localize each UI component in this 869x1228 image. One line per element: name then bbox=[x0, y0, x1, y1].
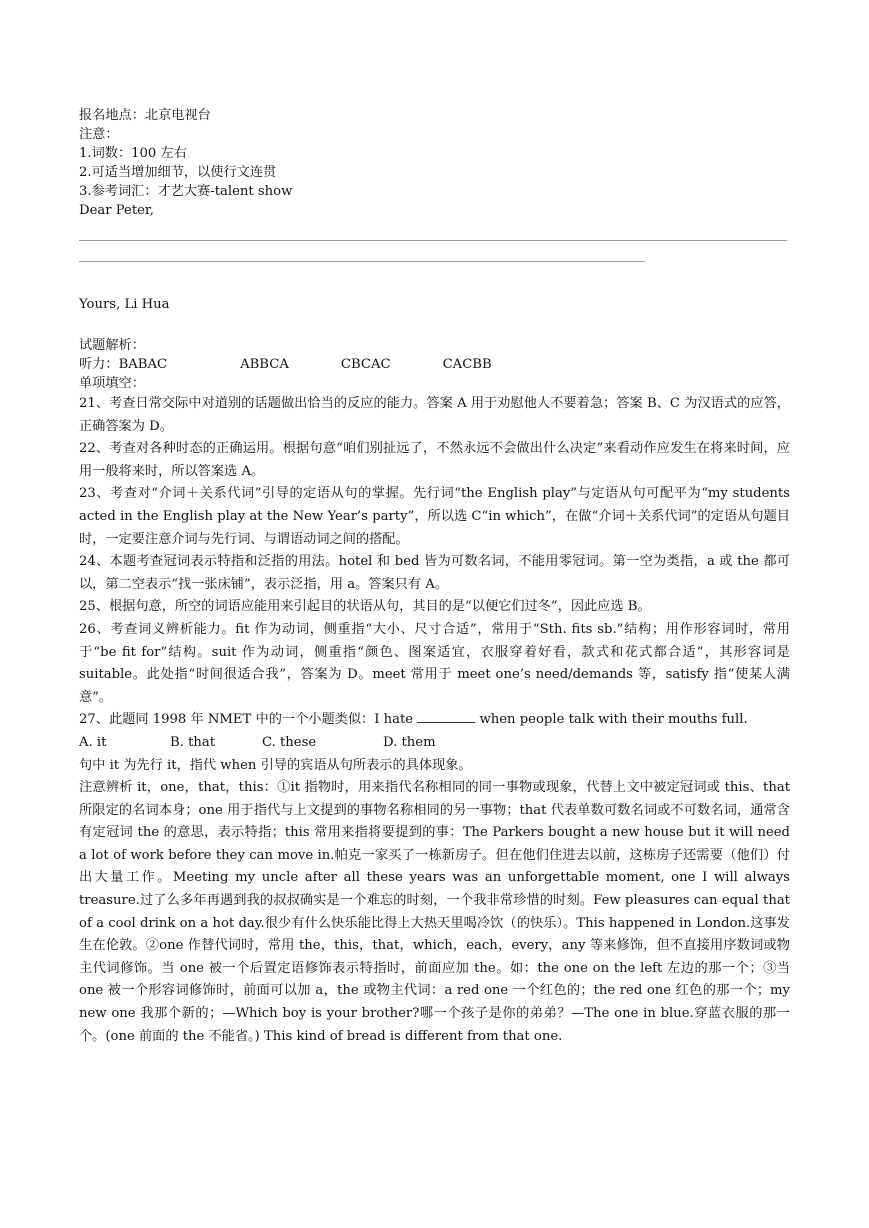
note-details: 2.可适当增加细节，以使行文连贯 bbox=[79, 165, 277, 180]
q27-options bbox=[79, 732, 790, 755]
listening-answers bbox=[79, 355, 790, 374]
q27-option-b: B. that bbox=[170, 734, 216, 750]
q27-option-d: D. them bbox=[383, 734, 436, 750]
answer-22: 22、考查对各种时态的正确运用。根据句意“咱们别扯远了，不然永远不会做出什么决定”来看动作应发生在将来时间，应用一般将来时，所以答案选 A。 bbox=[79, 441, 790, 479]
listening-group-2: ABBCA bbox=[240, 357, 289, 372]
salutation: Dear Peter, bbox=[79, 203, 154, 218]
q27-option-a: A. it bbox=[79, 734, 107, 750]
note-title: 注意： bbox=[79, 127, 119, 142]
answer-26: 26、考查词义辨析能力。fit 作为动词，侧重指“大小、尺寸合适”，常用于“Sth. fits sb.”结构；用作形容词时，常用于“be fit for”结构。suit 作为动词，侧重指“颜色、图案适宜，衣服穿着好看，款式和花式都合适”，其形容词是 suitable。此处指“时间很适合我”，答案为 D。meet 常用于 meet one’s need/demands 等，satisfy 指“使某人满意”。 bbox=[79, 621, 790, 705]
answer-23: 23、考查对“介词＋关系代词”引导的定语从句的掌握。先行词“the English play”与定语从句可配平为“my students acted in the English play at the New Year’s party”，所以选 C“in which”，在做“介词＋关系代词”的定语从句题目时，一定要注意介词与先行词、与谓语动词之间的搭配。 bbox=[79, 486, 790, 547]
answer-24: 24、本题考查冠词表示特指和泛指的用法。hotel 和 bed 皆为可数名词，不能用零冠词。第一空为类指，a 或 the 都可以，第二空表示“找一张床铺”，表示泛指，用 a。答案只有 A。 bbox=[79, 554, 790, 592]
q27-explanation: 注意辨析 it，one，that，this：①it 指物时，用来指代名称相同的同一事物或现象，代替上文中被定冠词或 this、that 所限定的名词本身；one 用于指代与上文提到的事物名称相同的另一事物；that 代表单数可数名词或不可数名词，通常含有定冠词 the 的意思，表示特指；this 常用来指将要提到的事：The Parkers bought a new house but it will need a lot of work before they can move in.帕克一家买了一栋新房子。但在他们住进去以前，这栋房子还需要（他们）付出大量工作。Meeting my uncle after all these years was an unforgettable moment, one I will always treasure.过了么多年再遇到我的叔叔确实是一个难忘的时刻，一个我非常珍惜的时刻。Few pleasures can equal that of a cool drink on a hot day.很少有什么快乐能比得上大热天里喝冷饮（的快乐）。This happened in London.这事发生在伦敦。②one 作替代词时，常用 the，this，that，which，each，every，any 等来修饰，但不直接用序数词或物主代词修饰。当 one 被一个后置定语修饰表示特指时，前面应加 the。如：the one on the left 左边的那一个；③当 one 被一个形容词修饰时，前面可以加 a，the 或物主代词：a red one 一个红色的；the red one 红色的那一个；my new one 我那个新的；—Which boy is your brother?哪一个孩子是你的弟弟？—The one in blue.穿蓝衣服的那一个。(one 前面的 the 不能省。) This kind of bread is different from that one. bbox=[79, 780, 790, 1044]
closing-signature: Yours, Li Hua bbox=[79, 297, 170, 312]
answer-21: 21、考查日常交际中对道别的话题做出恰当的反应的能力。答案 A 用于劝慰他人不要着急；答案 B、C 为汉语式的应答，正确答案为 D。 bbox=[79, 396, 790, 434]
analysis-title: 试题解析： bbox=[79, 338, 145, 353]
q27-blank bbox=[417, 710, 475, 723]
single-choice-title: 单项填空： bbox=[79, 376, 145, 391]
listening-group-1: BABAC bbox=[118, 357, 168, 372]
q27-note: 句中 it 为先行 it，指代 when 引导的宾语从句所表示的具体现象。 bbox=[79, 757, 472, 773]
note-vocabulary: 3.参考词汇：才艺大赛-talent show bbox=[79, 184, 293, 199]
document-page bbox=[79, 106, 790, 1048]
listening-group-3: CBCAC bbox=[340, 357, 391, 372]
writing-line-1 bbox=[79, 240, 787, 241]
answer-27-question bbox=[79, 709, 790, 732]
venue-line: 报名地点：北京电视台 bbox=[79, 108, 211, 123]
listening-label: 听力： bbox=[79, 357, 119, 372]
listening-group-4: CACBB bbox=[442, 357, 492, 372]
q27-end: when people talk with their mouths full. bbox=[479, 712, 748, 728]
answer-25: 25、根据句意，所空的词语应能用来引起目的状语从句，其目的是“以便它们过冬”，因此应选 B。 bbox=[79, 599, 651, 615]
q27-start: 27、此题同 1998 年 NMET 中的一个小题类似：I hate bbox=[79, 712, 414, 728]
note-word-count: 1.词数：100 左右 bbox=[79, 146, 187, 161]
q27-option-c: C. these bbox=[262, 734, 317, 750]
